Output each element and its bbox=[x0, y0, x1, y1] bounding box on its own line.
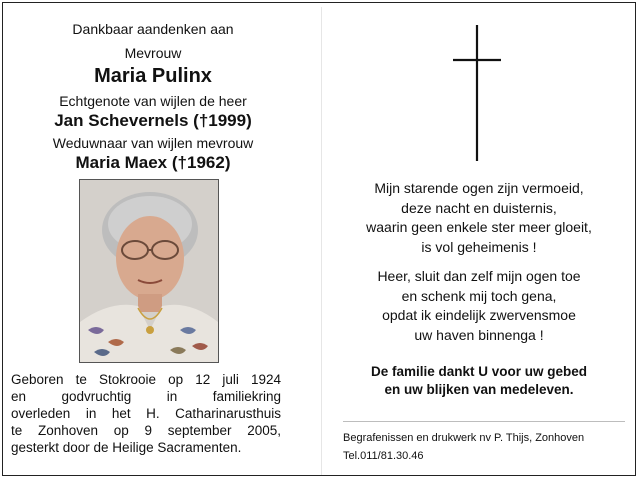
poem-stanza-2 bbox=[323, 267, 635, 345]
honorific: Mevrouw bbox=[124, 45, 182, 61]
widow-spouse-death: (†1962) bbox=[171, 153, 231, 172]
spouse-line bbox=[3, 111, 303, 131]
bio-line: en godvruchtig in familiekring bbox=[11, 389, 281, 404]
widow-spouse-name: Maria Maex bbox=[75, 153, 168, 172]
right-panel bbox=[323, 3, 635, 477]
intro-text: Dankbaar aandenken aan bbox=[72, 21, 234, 37]
poem-line: waarin geen enkele ster meer gloeit, bbox=[366, 219, 592, 235]
bio-line: te Zonhoven op 9 september 2005, bbox=[11, 423, 281, 438]
poem-line: Mijn starende ogen zijn vermoeid, bbox=[374, 180, 584, 196]
cross-icon bbox=[323, 3, 635, 173]
printer-phone: Tel.011/81.30.46 bbox=[343, 450, 424, 462]
widow-line bbox=[3, 153, 303, 173]
bio-line: gesterkt door de Heilige Sacramenten. bbox=[11, 440, 242, 455]
poem-line: uw haven binnenga ! bbox=[414, 326, 544, 343]
family-thanks bbox=[323, 363, 635, 399]
spouse-name: Jan Schevernels bbox=[54, 111, 189, 130]
spouse-intro: Echtgenote van wijlen de heer bbox=[59, 93, 247, 109]
fold-line bbox=[321, 7, 322, 475]
poem-stanza-1 bbox=[323, 179, 635, 257]
portrait-image bbox=[80, 180, 218, 362]
poem-line: Heer, sluit dan zelf mijn ogen toe bbox=[377, 268, 581, 284]
poem-line: en schenk mij toch gena, bbox=[401, 287, 557, 304]
thanks-line: en uw blijken van medeleven. bbox=[384, 382, 574, 397]
poem-line: is vol geheimenis ! bbox=[421, 238, 537, 255]
memorial-card bbox=[2, 2, 636, 476]
widow-intro: Weduwnaar van wijlen mevrouw bbox=[52, 135, 254, 151]
spouse-death: (†1999) bbox=[193, 111, 252, 130]
biography bbox=[11, 371, 281, 456]
poem-line: deze nacht en duisternis, bbox=[401, 199, 557, 216]
divider bbox=[343, 421, 625, 422]
bio-line: overleden in het H. Catharinarusthuis bbox=[11, 406, 281, 421]
printer-credit: Begrafenissen en drukwerk nv P. Thijs, Zonhoven bbox=[343, 432, 585, 444]
left-panel bbox=[3, 3, 321, 477]
portrait-photo bbox=[79, 179, 219, 363]
bio-line: Geboren te Stokrooie op 12 juli 1924 bbox=[11, 372, 281, 387]
poem-line: opdat ik eindelijk zwervensmoe bbox=[382, 307, 576, 323]
deceased-name: Maria Pulinx bbox=[94, 65, 212, 87]
thanks-line: De familie dankt U voor uw gebed bbox=[370, 364, 588, 379]
